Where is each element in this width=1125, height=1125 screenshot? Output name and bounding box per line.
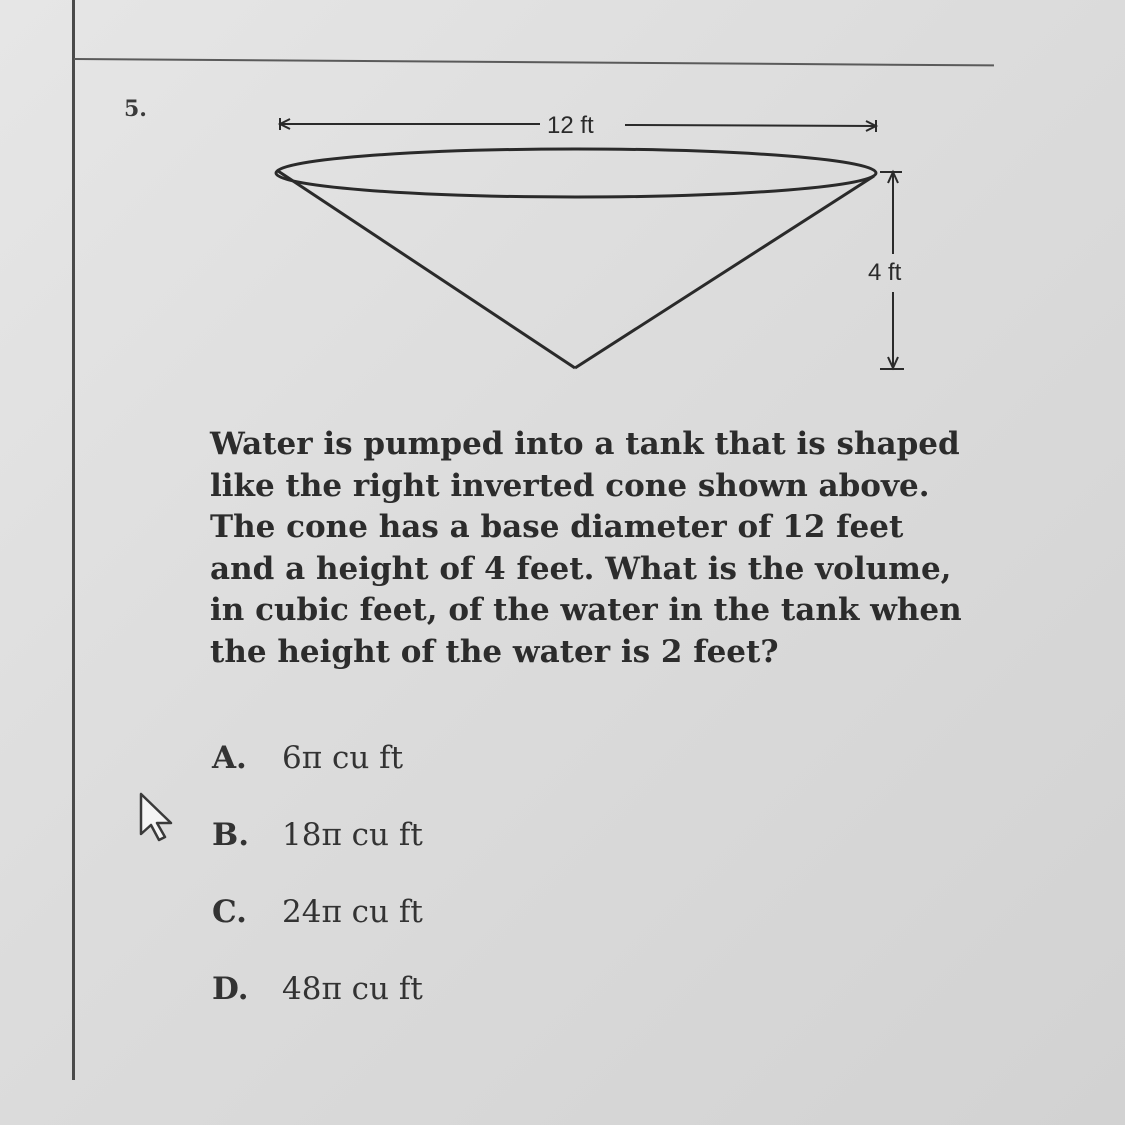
choice-c[interactable] [212, 894, 423, 971]
answer-choices [212, 740, 423, 1048]
choice-d[interactable] [212, 971, 423, 1048]
diameter-label: 12 ft [547, 112, 594, 139]
choice-letter: C. [212, 894, 247, 930]
question-text: Water is pumped into a tank that is shaped like the right inverted cone shown above. The cone has a base diameter of 12 feet and a height of 4 feet. What is the volume, in cubic feet, of the water in the tank when the height of the water is 2 feet? [210, 426, 962, 670]
choice-letter: D. [212, 971, 249, 1007]
choice-a[interactable] [212, 740, 423, 817]
cone-diagram [0, 0, 1125, 420]
choice-value: 24π cu ft [282, 894, 423, 930]
choice-letter: B. [212, 817, 249, 853]
choice-value: 6π cu ft [282, 740, 404, 776]
choice-value: 48π cu ft [282, 971, 423, 1007]
choice-value: 18π cu ft [282, 817, 423, 853]
inverted-cone [276, 149, 876, 368]
question-number: 5. [124, 96, 147, 122]
mouse-pointer-icon [138, 792, 178, 844]
height-label: 4 ft [868, 259, 902, 286]
choice-b[interactable] [212, 817, 423, 894]
choice-letter: A. [212, 740, 247, 776]
